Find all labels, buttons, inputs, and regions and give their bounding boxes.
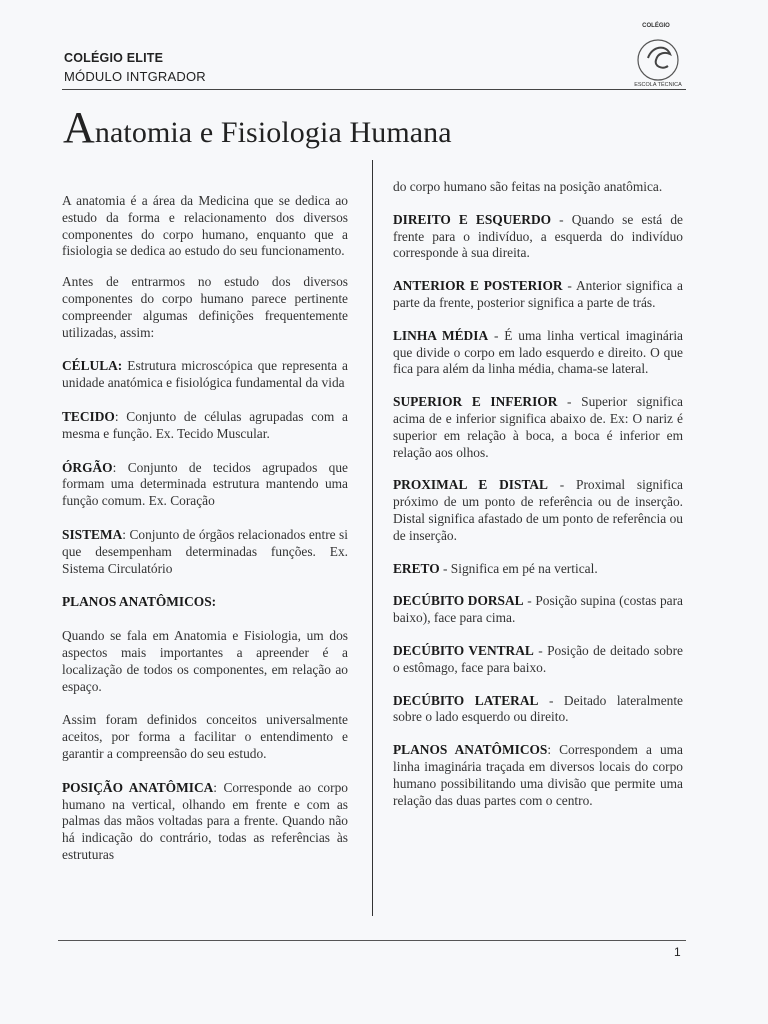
left-column-paragraph bbox=[62, 628, 348, 695]
page-title bbox=[63, 102, 452, 153]
paragraph-text: - Posição supina (costas para baixo), face para cima. bbox=[393, 593, 684, 626]
paragraph-text: A anatomia é a área da Medicina que se dedica ao estudo da forma e relacionamento dos diversos componentes do corpo humano, enquanto que a fisiologia se dedica ao estudo do seu funcionamento. bbox=[62, 193, 348, 259]
definition-term: DECÚBITO VENTRAL bbox=[393, 642, 534, 658]
column-divider bbox=[372, 160, 373, 916]
paragraph-text: - Proximal significa próximo de um ponto de referência ou de inserção. Distal significa afastado de um ponto de referência ou de inserção. bbox=[393, 477, 683, 543]
paragraph-text: : Correspondem a uma linha imaginária traçada em diversos locais do corpo humano possibilitando uma divisão que permite uma relação das duas partes com o centro. bbox=[393, 742, 683, 808]
left-column-paragraph bbox=[62, 527, 348, 577]
module-name: MÓDULO INTGRADOR bbox=[64, 69, 206, 84]
school-name: COLÉGIO ELITE bbox=[64, 51, 164, 65]
paragraph-text: Assim foram definidos conceitos universalmente aceitos, por forma a facilitar o entendimento e garantir a compreensão do seu estudo. bbox=[62, 712, 348, 761]
paragraph-text: - É uma linha vertical imaginária que divide o corpo em lado esquerdo e direito. O que fica para além da linha média, chama-se lateral. bbox=[393, 327, 683, 377]
paragraph-text: : Conjunto de órgãos relacionados entre si que desempenham determinadas funções. Ex. Sistema Circulatório bbox=[62, 526, 348, 576]
logo-ring-text: ESCOLA TÉCNICA bbox=[634, 82, 682, 88]
right-column-paragraph bbox=[393, 742, 683, 809]
right-column-paragraph bbox=[393, 394, 683, 461]
definition-term: DECÚBITO DORSAL bbox=[393, 593, 524, 609]
right-column-paragraph bbox=[393, 561, 683, 578]
section-heading: PLANOS ANATÔMICOS: bbox=[62, 594, 217, 610]
title-rest: natomia e Fisiologia Humana bbox=[94, 116, 452, 149]
right-column bbox=[393, 163, 683, 809]
definition-term: PROXIMAL E DISTAL bbox=[393, 477, 548, 493]
definition-term: TECIDO bbox=[62, 408, 115, 424]
paragraph-text: - Anterior significa a parte da frente, posterior significa a parte de trás. bbox=[393, 278, 683, 310]
paragraph-text: Quando se fala em Anatomia e Fisiologia, um dos aspectos mais importantes a apreender é a localização de todos os componentes, em relação ao espaço. bbox=[62, 628, 348, 694]
left-column bbox=[62, 177, 348, 864]
definition-term: PLANOS ANATÔMICOS bbox=[393, 742, 548, 758]
left-column-paragraph bbox=[62, 460, 348, 510]
definition-term: SUPERIOR E INFERIOR bbox=[393, 394, 558, 410]
title-initial: A bbox=[63, 103, 95, 152]
right-column-paragraph bbox=[393, 693, 683, 727]
definition-term: DIREITO E ESQUERDO bbox=[393, 211, 552, 227]
paragraph-text: do corpo humano são feitas na posição anatômica. bbox=[393, 179, 663, 194]
right-column-paragraph bbox=[393, 328, 683, 378]
right-column-paragraph bbox=[393, 593, 683, 627]
school-logo bbox=[626, 20, 690, 90]
left-column-paragraph bbox=[62, 274, 348, 341]
paragraph-text: - Superior significa acima de e inferior significa abaixo de. Ex: O nariz é superior em relação à boca, a boca é inferior em relação aos olhos. bbox=[393, 394, 683, 460]
definition-term: ANTERIOR E POSTERIOR bbox=[393, 278, 563, 294]
right-column-paragraph bbox=[393, 212, 683, 262]
definition-term: DECÚBITO LATERAL bbox=[393, 692, 539, 708]
paragraph-text: - Quando se está de frente para o indivíduo, a esquerda do indivíduo corresponde à sua direita. bbox=[393, 211, 683, 261]
header-rule bbox=[62, 89, 686, 90]
left-column-paragraph bbox=[62, 712, 348, 762]
definition-term: CÉLULA: bbox=[62, 358, 123, 374]
paragraph-text: Antes de entrarmos no estudo dos diversos componentes do corpo humano parece pertinente compreender algumas definições frequentemente utilizadas, assim: bbox=[62, 274, 348, 340]
definition-term: ERETO bbox=[393, 560, 440, 576]
left-column-paragraph bbox=[62, 594, 348, 611]
definition-term: POSIÇÃO ANATÔMICA bbox=[62, 779, 214, 795]
paragraph-text: Estrutura microscópica que representa a unidade anatómica e fisiológica fundamental da vida bbox=[62, 358, 348, 391]
footer-rule bbox=[58, 940, 686, 941]
definition-term: LINHA MÉDIA bbox=[393, 327, 489, 343]
paragraph-text: : Conjunto de células agrupadas com a mesma e função. Ex. Tecido Muscular. bbox=[62, 408, 348, 441]
left-column-paragraph bbox=[62, 358, 348, 392]
left-column-paragraph bbox=[62, 780, 348, 864]
page-number: 1 bbox=[674, 945, 681, 959]
paragraph-text: - Posição de deitado sobre o estômago, face para baixo. bbox=[393, 642, 683, 675]
paragraph-text: - Deitado lateralmente sobre o lado esquerdo ou direito. bbox=[393, 692, 684, 725]
logo-top-text: COLÉGIO bbox=[642, 23, 670, 29]
right-column-paragraph bbox=[393, 477, 683, 544]
left-column-paragraph bbox=[62, 193, 348, 260]
right-column-paragraph bbox=[393, 278, 683, 312]
right-column-paragraph bbox=[393, 643, 683, 677]
right-column-paragraph bbox=[393, 179, 683, 196]
paragraph-text: - Significa em pé na vertical. bbox=[439, 560, 598, 576]
definition-term: SISTEMA bbox=[62, 526, 123, 542]
paragraph-text: : Conjunto de tecidos agrupados que formam uma determinada estrutura mantendo uma função comum. Ex. Coração bbox=[62, 459, 348, 509]
paragraph-text: : Corresponde ao corpo humano na vertical, olhando em frente e com as palmas das mãos voltadas para a frente. Quando não há indicação do contrário, todas as referências às estruturas bbox=[62, 779, 348, 862]
definition-term: ÓRGÃO bbox=[62, 459, 113, 475]
left-column-paragraph bbox=[62, 409, 348, 443]
